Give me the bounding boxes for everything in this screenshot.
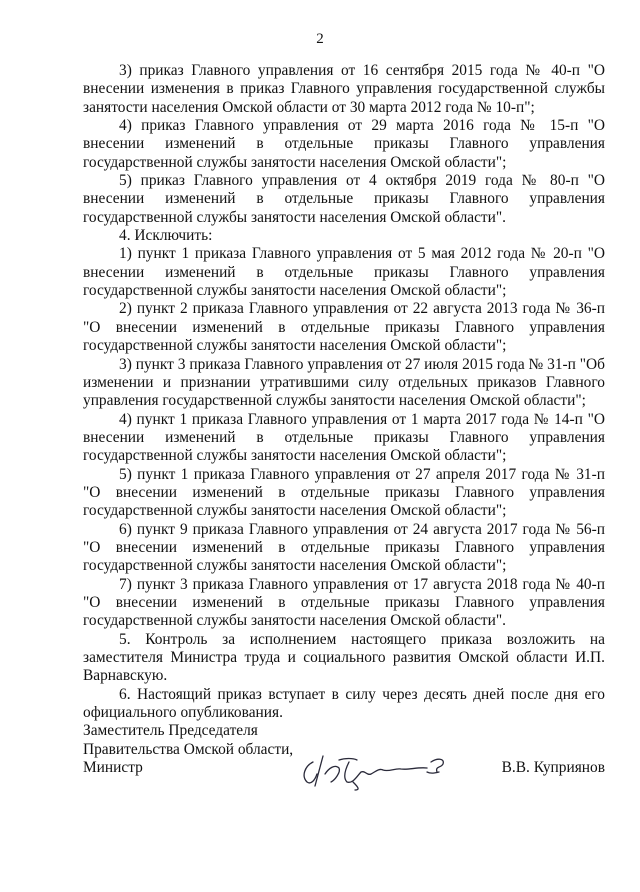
page-number: 2 [316, 31, 324, 47]
signatory-name: В.В. Куприянов [501, 759, 605, 776]
signatory-title-line-1: Заместитель Председателя [83, 722, 258, 739]
effective-date-clause: 6. Настоящий приказ вступает в силу через десять дней после дня его официального опубликования. [83, 685, 605, 722]
handwritten-signature [295, 742, 451, 792]
document-body [83, 62, 605, 722]
signature-block [83, 722, 605, 782]
signatory-title-line-2: Правительства Омской области, [83, 740, 294, 758]
paragraph-item-4: 4) приказ Главного управления от 29 марта 2016 года № 15-п "О внесении изменений в отдельные приказы Главного управления государственной службы занятости населения Омской области"; [83, 117, 605, 171]
exclude-item-5: 5) пункт 1 приказа Главного управления от 27 апреля 2017 года № 31-п "О внесении изменений в отдельные приказы Главного управления государственной службы занятости населения Омской области"; [83, 465, 605, 520]
paragraph-item-5: 5) приказ Главного управления от 4 октября 2019 года № 80-п "О внесении изменений в отдельные приказы Главного управления государственной службы занятости населения Омской области". [83, 172, 605, 226]
exclude-item-2: 2) пункт 2 приказа Главного управления от 22 августа 2013 года № 36-п "О внесении изменений в отдельные приказы Главного управления государственной службы занятости населения Омской области"; [83, 300, 605, 355]
exclude-item-6: 6) пункт 9 приказа Главного управления от 24 августа 2017 года № 56-п "О внесении изменений в отдельные приказы Главного управления государственной службы занятости населения Омской области"; [83, 520, 605, 575]
exclude-item-7: 7) пункт 3 приказа Главного управления от 17 августа 2018 года № 40-п "О внесении изменений в отдельные приказы Главного управления государственной службы занятости населения Омской области". [83, 575, 605, 630]
section-heading-exclude: 4. Исключить: [119, 227, 213, 245]
exclude-item-1: 1) пункт 1 приказа Главного управления от 5 мая 2012 года № 20-п "О внесении изменений в отдельные приказы Главного управления государственной службы занятости населения Омской области"; [83, 245, 605, 300]
exclude-item-3: 3) пункт 3 приказа Главного управления от 27 июля 2015 года № 31-п "Об изменении и признании утратившими силу отдельных приказов Главного управления государственной службы занятости населения Омской области"; [83, 355, 605, 410]
paragraph-item-3: 3) приказ Главного управления от 16 сентября 2015 года № 40-п "О внесении изменения в приказ Главного управления государственной службы занятости населения Омской области от 30 марта 2012 года № 10-п"; [83, 62, 605, 116]
control-clause: 5. Контроль за исполнением настоящего приказа возложить на заместителя Министра труда и социального развития Омской области И.П. Варнавскую. [83, 630, 605, 685]
exclude-item-4: 4) пункт 1 приказа Главного управления от 1 марта 2017 года № 14-п "О внесении изменений в отдельные приказы Главного управления государственной службы занятости населения Омской области"; [83, 410, 605, 465]
signatory-title-line-3: Министр [83, 759, 143, 776]
